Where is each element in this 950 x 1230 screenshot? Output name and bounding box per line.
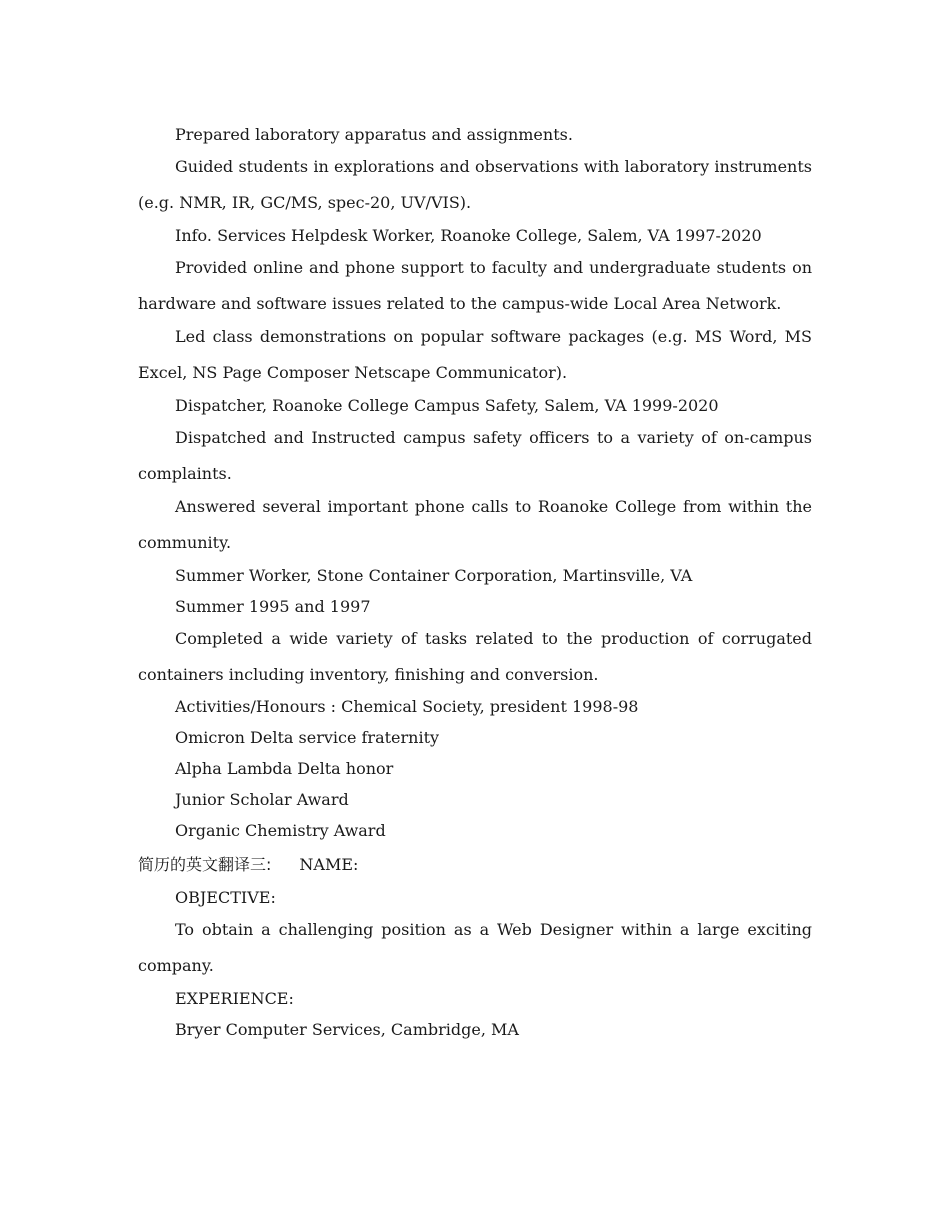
honor-omicron-delta: Omicron Delta service fraternity (175, 728, 440, 747)
section-heading (138, 848, 812, 882)
paragraph-guided-students: Guided students in explorations and observations with laboratory instruments (e.g. NMR, IR, GC/MS, spec-20, UV/VIS). (138, 157, 812, 212)
honor-organic-chemistry: Organic Chemistry Award (175, 821, 386, 840)
job-title-helpdesk: Info. Services Helpdesk Worker, Roanoke College, Salem, VA 1997-2020 (175, 225, 762, 245)
paragraph-class-demonstrations: Led class demonstrations on popular software packages (e.g. MS Word, MS Excel, NS Page Composer Netscape Communicator). (138, 327, 812, 382)
honor-junior-scholar: Junior Scholar Award (175, 790, 349, 809)
paragraph-completed-tasks: Completed a wide variety of tasks related to the production of corrugated containers including inventory, finishing and conversion. (138, 628, 812, 684)
objective-text: To obtain a challenging position as a Web Designer within a large exciting company. (138, 920, 812, 975)
activities-honours: Activities/Honours : Chemical Society, president 1998-98 (175, 697, 639, 716)
summer-dates: Summer 1995 and 1997 (175, 596, 371, 616)
experience-label: EXPERIENCE: (175, 988, 294, 1008)
employer-bryer: Bryer Computer Services, Cambridge, MA (175, 1019, 519, 1039)
section-title-cn: 简历的英文翻译三: (138, 854, 272, 874)
paragraph-dispatched-officers: Dispatched and Instructed campus safety officers to a variety of on-campus complaints. (138, 427, 812, 483)
paragraph-online-support: Provided online and phone support to faculty and undergraduate students on hardware and software issues related to the campus-wide Local Area Network. (138, 257, 812, 313)
honor-alpha-lambda-delta: Alpha Lambda Delta honor (175, 759, 394, 778)
document-page (138, 118, 812, 1046)
objective-label: OBJECTIVE: (175, 888, 276, 907)
name-label: NAME: (299, 854, 359, 874)
paragraph-answered-calls: Answered several important phone calls to Roanoke College from within the community. (138, 497, 812, 552)
job-title-summer-worker: Summer Worker, Stone Container Corporation, Martinsville, VA (175, 565, 693, 585)
paragraph-lab-apparatus: Prepared laboratory apparatus and assignments. (175, 125, 573, 144)
job-title-dispatcher: Dispatcher, Roanoke College Campus Safety, Salem, VA 1999-2020 (175, 395, 719, 415)
